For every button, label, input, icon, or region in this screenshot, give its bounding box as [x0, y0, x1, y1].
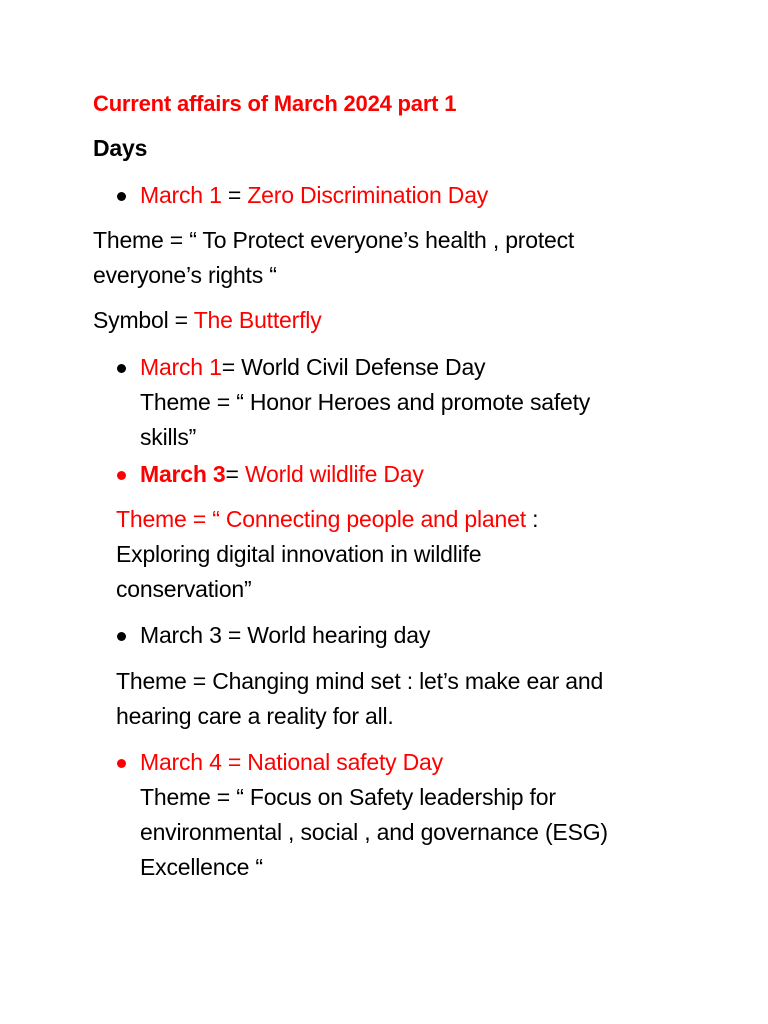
- theme-line: Theme = Changing mind set : let’s make ear and: [116, 668, 604, 694]
- item-name: Zero Discrimination Day: [247, 182, 489, 208]
- theme-line: conservation”: [116, 576, 252, 602]
- symbol-value: The Butterfly: [193, 307, 322, 333]
- bullet-icon: [117, 632, 126, 641]
- bullet-icon: [117, 364, 126, 373]
- list-item-zero-discrimination: [140, 178, 488, 213]
- item-date: March 1: [140, 354, 222, 380]
- section-heading: Days: [93, 135, 148, 161]
- list-item-national-safety: March 4 = National safety Day: [140, 749, 443, 775]
- bullet-icon: [117, 192, 126, 201]
- theme-line: [116, 502, 538, 537]
- item-date: March 1: [140, 182, 222, 208]
- item-date: March 3: [140, 461, 226, 487]
- list-item-civil-defense: [140, 350, 485, 385]
- list-item-hearing: March 3 = World hearing day: [140, 622, 431, 648]
- theme-line: skills”: [140, 424, 197, 450]
- item-name: World wildlife Day: [244, 461, 424, 487]
- theme-line: Excellence “: [140, 854, 263, 880]
- theme-line: Theme = “ Focus on Safety leadership for: [140, 784, 556, 810]
- theme-punctuation: :: [525, 506, 539, 532]
- symbol-line: [93, 303, 322, 338]
- item-separator: =: [225, 461, 245, 487]
- document-title: Current affairs of March 2024 part 1: [93, 91, 457, 116]
- item-separator: =: [221, 182, 248, 208]
- bullet-icon: [117, 759, 126, 768]
- theme-line: hearing care a reality for all.: [116, 703, 394, 729]
- item-name: = World Civil Defense Day: [221, 354, 486, 380]
- list-item-wildlife: [140, 457, 424, 492]
- theme-line: environmental , social , and governance (ESG): [140, 819, 608, 845]
- theme-line: everyone’s rights “: [93, 262, 277, 288]
- symbol-label: Symbol =: [93, 307, 194, 333]
- theme-line: Exploring digital innovation in wildlife: [116, 541, 482, 567]
- theme-line: Theme = “ To Protect everyone’s health , protect: [93, 227, 575, 253]
- theme-line: Theme = “ Honor Heroes and promote safety: [140, 389, 591, 415]
- bullet-icon: [117, 471, 126, 480]
- theme-highlight: Theme = “ Connecting people and planet: [116, 506, 526, 532]
